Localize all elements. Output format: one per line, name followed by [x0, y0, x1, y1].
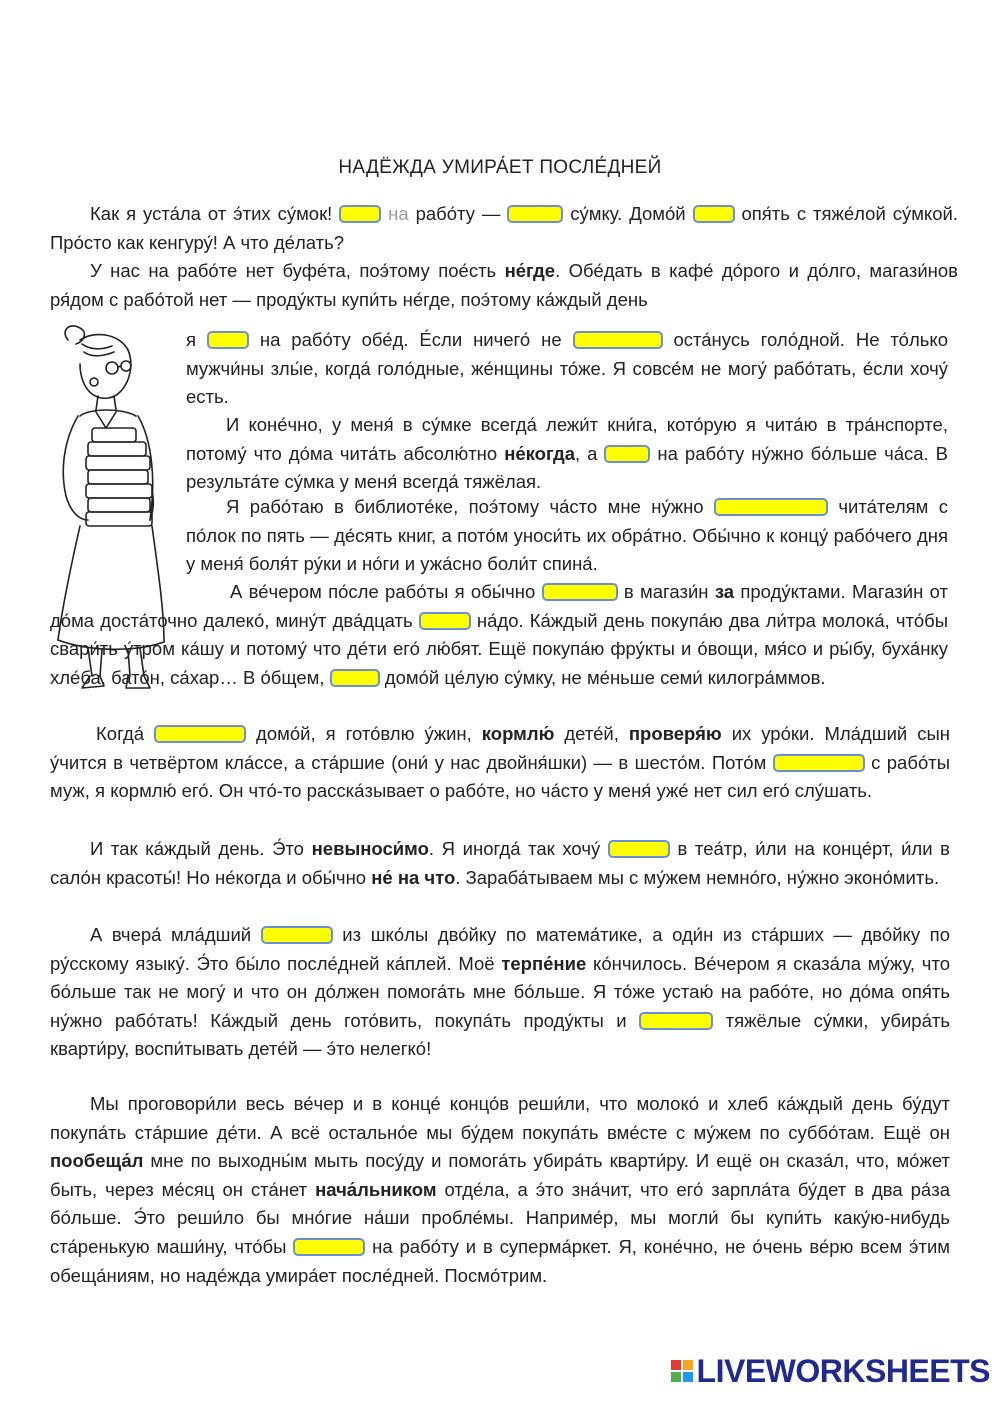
answer-gap-14[interactable]: [261, 926, 333, 944]
paragraph-2: У нас на рабо́те нет буфе́та, поэ́тому пое́сть не́где. Обе́дать в кафе́ до́рого и до́лго, магази́нов ря́дом с рабо́той нет — проду́кты купи́ть не́где, поэ́тому ка́ждый день: [50, 260, 958, 310]
paragraph-8: И так ка́ждый день. Э́то невыноси́мо. Я иногда́ так хочу́ в теа́тр, и́ли на конце́рт, и́ли в сало́н красоты́! Но не́когда и обы́чно не́ на что. Зараба́тываем мы с му́жем немно́го, ну́жно эконо́мить.: [50, 838, 950, 888]
logo-text: LIVEWORKSHEETS: [696, 1352, 990, 1389]
answer-gap-9[interactable]: [419, 612, 471, 630]
liveworksheets-mark-icon: [671, 1360, 693, 1382]
answer-gap-5[interactable]: [573, 331, 663, 349]
page-title: НАДЁЖДА УМИРА́ЕТ ПОСЛЕ́ДНЕЙ: [338, 157, 662, 178]
answer-gap-7[interactable]: [714, 498, 828, 516]
paragraph-3: я на рабо́ту обе́д. Е́сли ничего́ не оста́нусь голо́дной. Не то́лько мужчи́ны злы́е, когда́ голо́дные, же́нщины то́же. Я совсе́м не могу́ рабо́тать, е́сли хочу́ есть.: [186, 329, 948, 408]
answer-gap-2[interactable]: [507, 205, 563, 223]
answer-gap-10[interactable]: [330, 669, 380, 687]
answer-gap-12[interactable]: [773, 754, 865, 772]
paragraph-1: Как я уста́ла от э́тих су́мок! на рабо́ту — су́мку. Домо́й опя́ть с тяже́лой су́мкой. Про́сто как кенгуру́! А что де́лать?: [50, 203, 958, 253]
answer-gap-6[interactable]: [604, 445, 650, 463]
paragraph-4: И коне́чно, у меня́ в су́мке всегда́ лежи́т кни́га, кото́рую я чита́ю в тра́нспорте, потому́ что до́ма чита́ть абсолю́тно не́когда, а на рабо́ту ну́жно бо́льше ча́са. В результа́те су́мка у меня́ всегда́ тяжёлая.: [186, 414, 949, 493]
liveworksheets-logo[interactable]: [671, 1351, 990, 1391]
answer-gap-3[interactable]: [693, 205, 735, 223]
answer-gap-16[interactable]: [293, 1238, 365, 1256]
answer-gap-13[interactable]: [608, 840, 670, 858]
answer-gap-8[interactable]: [542, 583, 618, 601]
paragraph-6: А ве́чером по́сле рабо́ты я обы́чно в магази́н за проду́ктами. Магази́н от до́ма доста́точно далеко́, мину́т два́дцать на́до. Ка́ждый день покупа́ю два ли́тра молока́, что́бы свари́ть у́тром ка́шу и потому́ что де́ти его́ лю́бят. Ещё покупа́ю фру́кты и о́вощи, мя́со и ры́бу, буха́нку хле́ба, бато́н, са́хар… В о́бщем, домо́й це́лую су́мку, не ме́ньше семи́ килогра́ммов.: [50, 581, 949, 688]
paragraph-5: Я рабо́таю в библиоте́ке, поэ́тому ча́сто мне ну́жно чита́телям с по́лок по пять — де́сять книг, а пото́м уноси́ть их обра́тно. Обы́чно к концу́ рабо́чего дня у меня́ боля́т ру́ки и но́ги и ужа́сно боли́т спина́.: [186, 496, 948, 575]
answer-gap-4[interactable]: [207, 331, 249, 349]
answer-gap-15[interactable]: [639, 1012, 713, 1030]
paragraph-9: А вчера́ мла́дший из шко́лы дво́йку по матема́тике, а оди́н из ста́рших — дво́йку по ру́сскому языку́. Э́то бы́ло после́дней ка́плей. Моё терпе́ние ко́нчилось. Ве́чером я сказа́ла му́жу, что бо́льше так не могу́ и что он до́лжен помога́ть мне бо́льше. Я то́же устаю́ на рабо́те, но до́ма опя́ть ну́жно рабо́тать! Ка́ждый день гото́вить, покупа́ть проду́кты и тяжёлые су́мки, убира́ть кварти́ру, воспи́тывать дете́й — э́то нелегко́!: [50, 924, 950, 1060]
paragraph-7: Когда́ домо́й, я гото́влю у́жин, кормлю́ дете́й, проверя́ю их уро́ки. Мла́дший сын у́чится в четвёртом кла́ссе, а ста́ршие (они́ у нас двойня́шки) — в шесто́м. Пото́м с рабо́ты муж, я кормлю́ его́. Он что́-то расска́зывает о рабо́те, но ча́сто у меня́ уже́ нет сил его́ слу́шать.: [50, 723, 951, 802]
paragraph-10: Мы проговори́ли весь ве́чер и в конце́ концо́в реши́ли, что молоко́ и хлеб ка́ждый день бу́дут покупа́ть ста́ршие де́ти. А всё остально́е мы бу́дем покупа́ть вме́сте с му́жем по суббо́там. Ещё он пообеща́л мне по выходны́м мыть посу́ду и помога́ть убира́ть кварти́ру. И ещё он сказа́л, что, мо́жет быть, через ме́сяц он ста́нет нача́льником отде́ла, а э́то зна́чит, что его́ зарпла́та бу́дет в два ра́за бо́льше. Э́то реши́ло бы мно́гие на́ши пробле́мы. Наприме́р, мы могли́ бы купи́ть каку́ю-нибудь ста́ренькую маши́ну, что́бы на рабо́ту и в суперма́ркет. Я, коне́чно, не о́чень ве́рю всем э́тим обеща́ниям, но наде́жда умира́ет после́дней. Посмо́трим.: [50, 1093, 950, 1286]
answer-gap-1[interactable]: [339, 205, 381, 223]
answer-gap-11[interactable]: [154, 725, 246, 743]
